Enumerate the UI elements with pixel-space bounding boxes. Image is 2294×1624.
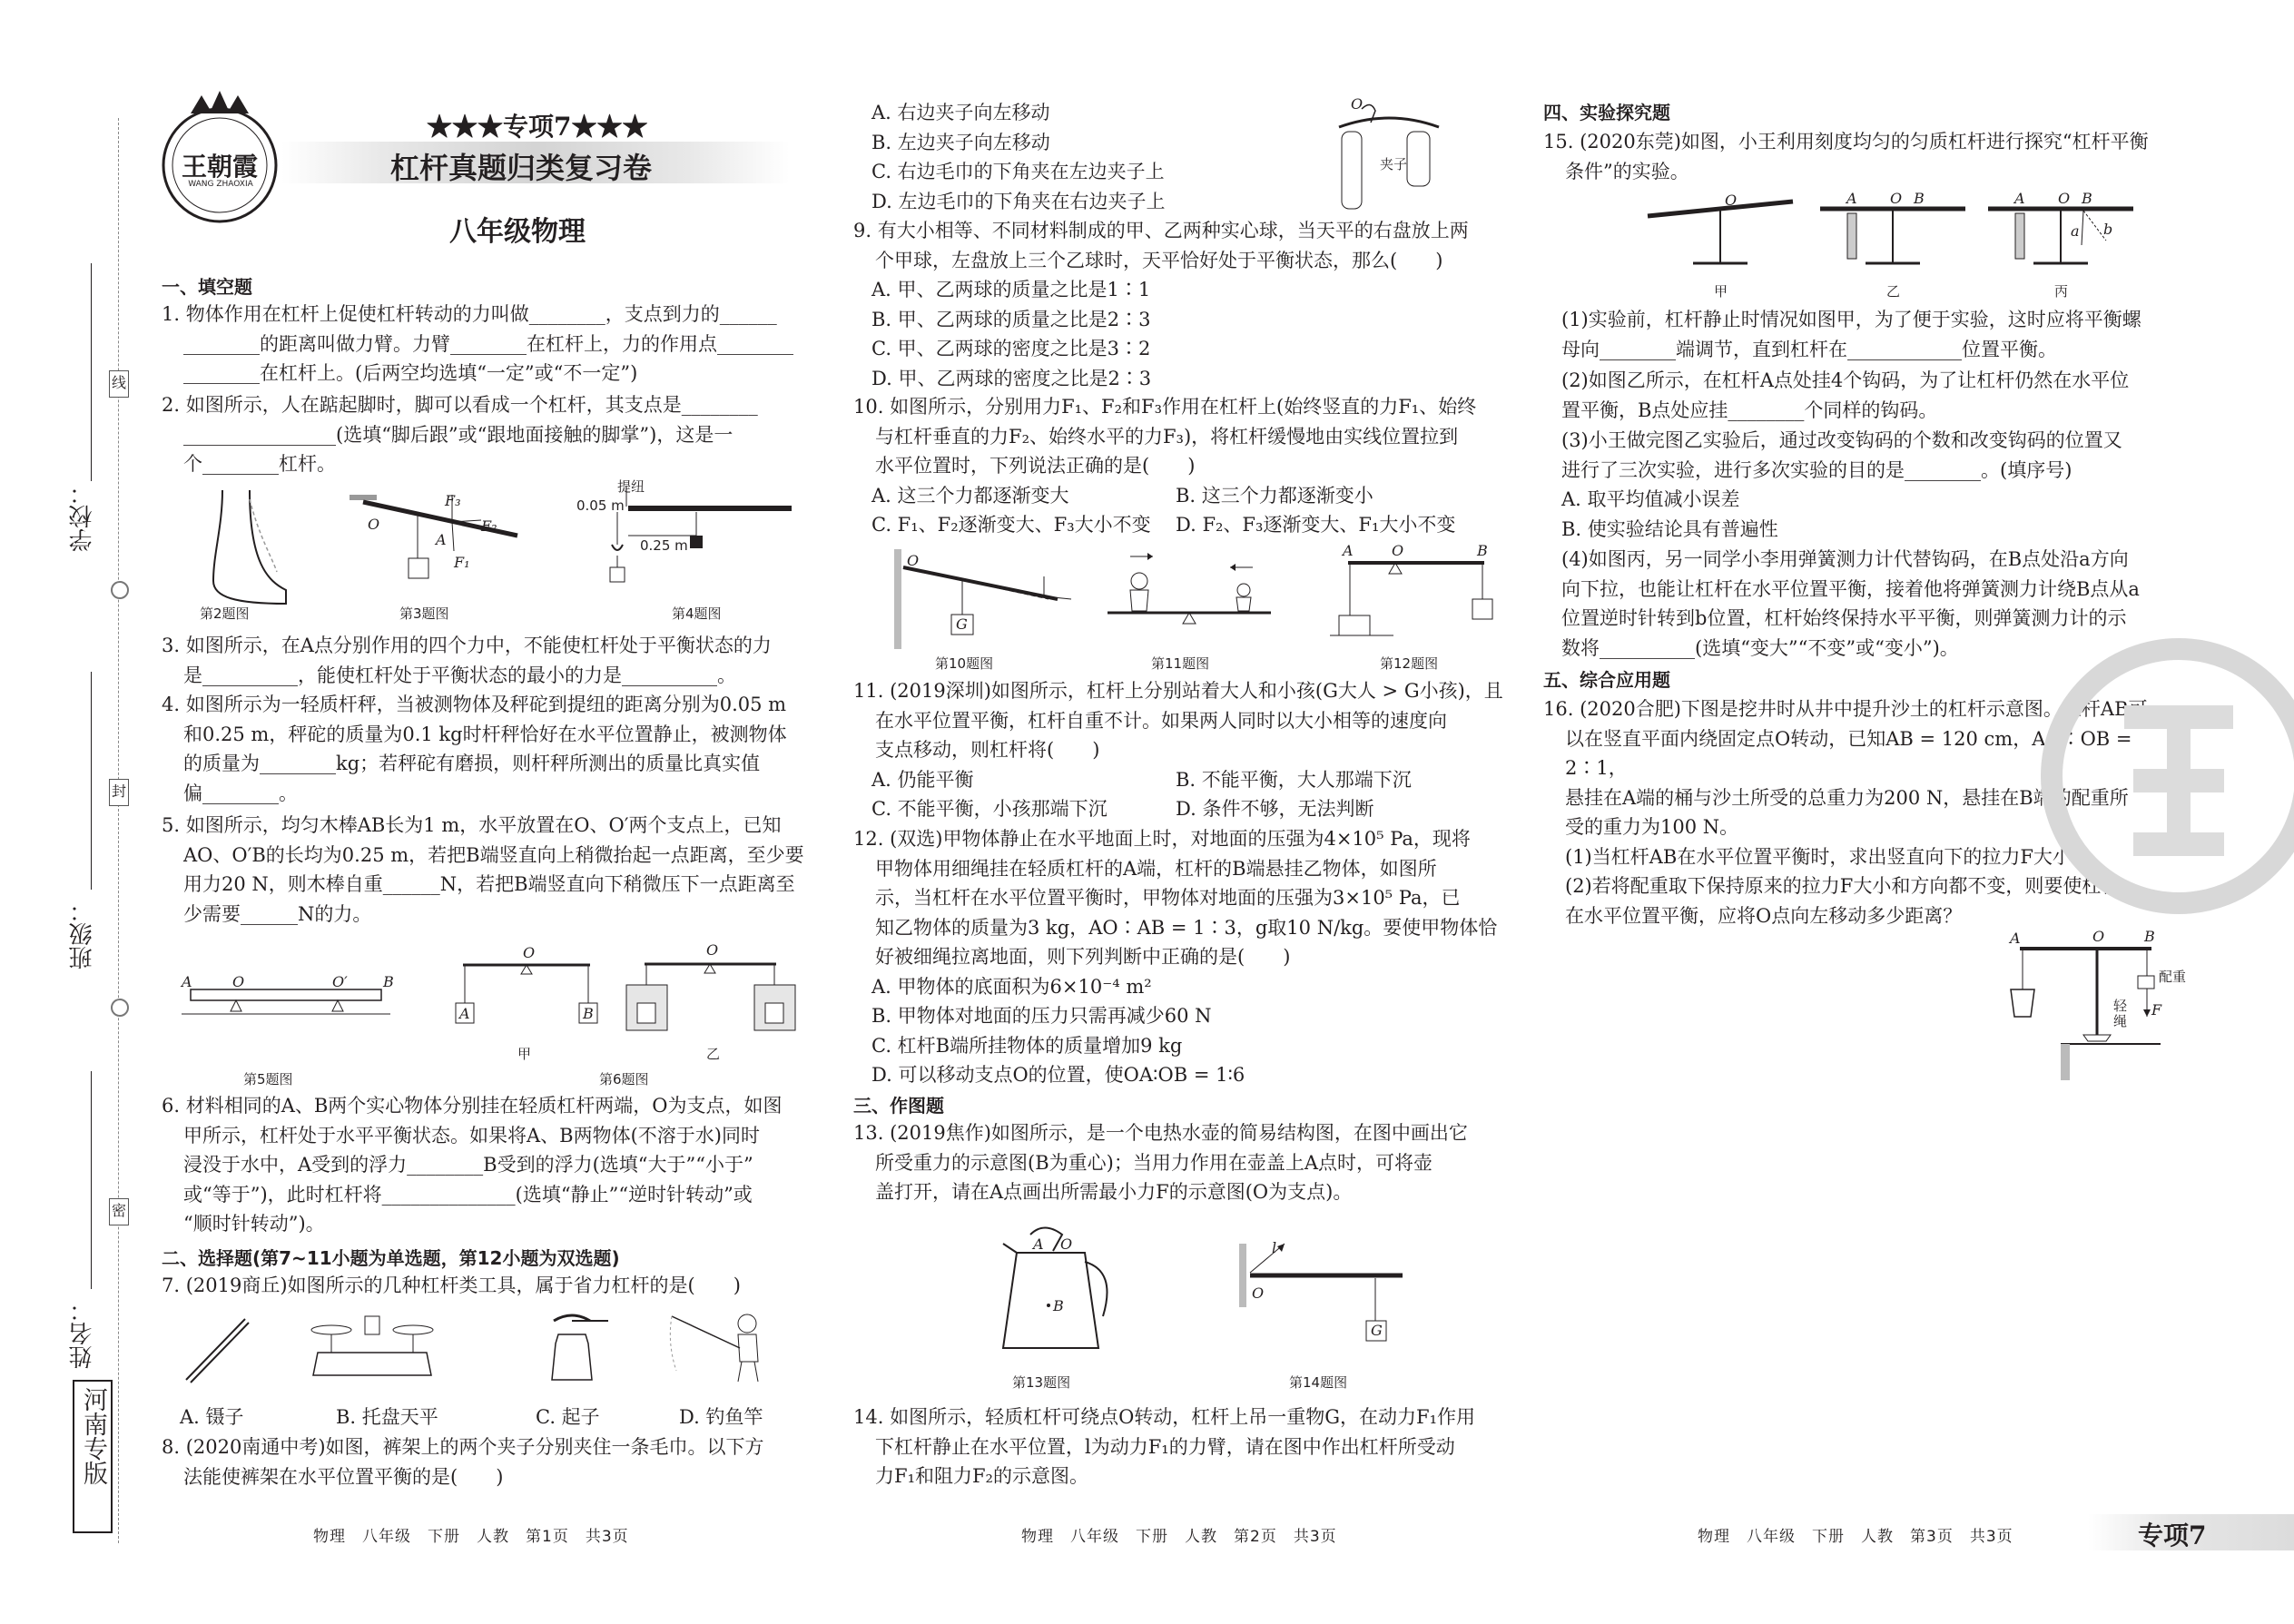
q10-option-d: D. F₂、F₃逐渐变大、F₁大小不变 <box>1176 514 1456 536</box>
seal-xian: 线 <box>109 370 129 398</box>
question-6 <box>162 1091 824 1239</box>
q11-line-2: 在水平位置平衡，杠杆自重不计。如果两人同时以大小相等的速度向 <box>875 709 1447 732</box>
q14-line-3: 力F₁和阻力F₂的示意图。 <box>875 1465 1088 1487</box>
svg-text:a: a <box>2071 222 2080 240</box>
q8-options <box>871 98 1380 216</box>
q12-line-4: 知乙物体的质量为3 kg，AO∶AB = 1∶3，g取10 N/kg。要使甲物体恰 <box>875 916 1498 939</box>
edition-label: 河南专版 <box>79 1387 107 1485</box>
svg-text:B: B <box>1053 1297 1064 1314</box>
fig16-peizhong-label: 配重 <box>2159 969 2187 985</box>
question-15 <box>1543 127 2197 186</box>
figure-10-lever <box>894 549 1076 649</box>
svg-text:O: O <box>232 973 245 990</box>
q8-option-d: D. 左边毛巾的下角夹在右边夹子上 <box>871 190 1166 212</box>
svg-text:G: G <box>1371 1322 1383 1339</box>
caption-fig6: 第6题图 <box>599 1071 649 1088</box>
q11-line-1: 11. (2019深圳)如图所示，杠杆上分别站着大人和小孩(G大人 > G小孩)，且 <box>853 680 1503 702</box>
svg-text:O: O <box>368 516 380 533</box>
q7-option-c: C. 起子 <box>536 1406 600 1428</box>
binding-margin <box>54 245 136 1534</box>
q8-option-c: C. 右边毛巾的下角夹在左边夹子上 <box>871 161 1165 182</box>
q16-line-1: 16. (2020合肥)下图是挖井时从井中提升沙土的杠杆示意图。杠杆AB可 <box>1543 698 2148 720</box>
question-14 <box>853 1403 1507 1491</box>
section-drawing: 三、作图题 <box>853 1095 944 1117</box>
svg-text:F₁: F₁ <box>454 554 470 571</box>
figure-2-foot <box>186 490 295 617</box>
logo-sub: WANG ZHAOXIA <box>188 180 253 189</box>
caption-fig2: 第2题图 <box>200 605 250 622</box>
q12-line-2: 甲物体用细绳挂在轻质杠杆的A端，杠杆的B端悬挂乙物体，如图所 <box>875 857 1437 880</box>
figure-12-lever <box>1339 542 1493 645</box>
q12-line-1: 12. (双选)甲物体静止在水平地面上时，对地面的压强为4×10⁵ Pa，现将 <box>853 828 1471 850</box>
caption-fig11: 第11题图 <box>1151 655 1210 672</box>
q4-line-3: 的质量为________kg；若秤砣有磨损，则杆秤所测出的质量比真实值 <box>183 753 761 774</box>
q3-line-2: 是__________，能使杠杆处于平衡状态的最小的力是__________。 <box>183 664 736 686</box>
figure-11-seesaw <box>1103 549 1275 631</box>
question-13 <box>853 1118 1507 1207</box>
q5-line-4: 少需要______N的力。 <box>183 902 372 925</box>
q5-line-2: AO、O′B的长均为0.25 m，若把B端竖直向上稍微抬起一点距离，至少要 <box>183 843 804 866</box>
svg-text:A: A <box>182 973 192 990</box>
figure-7-opener <box>536 1312 617 1384</box>
q1-line-3: ________在杠杆上。(后两空均选填“一定”或“不一定”) <box>183 362 638 384</box>
q7-option-b: B. 托盘天平 <box>336 1406 438 1428</box>
figure-15-bing <box>1984 191 2138 272</box>
q15-2-line-2: 置平衡，B点处应挂________个同样的钩码。 <box>1561 399 1938 421</box>
binding-hole-2 <box>111 999 129 1017</box>
question-11 <box>853 676 1507 765</box>
q11-option-d: D. 条件不够，无法判断 <box>1176 798 1374 820</box>
section-experiment: 四、实验探究题 <box>1543 102 1670 123</box>
name-label: 姓名： <box>69 1298 96 1369</box>
q8-option-b: B. 左边夹子向左移动 <box>871 131 1050 153</box>
svg-text:F₃: F₃ <box>445 492 461 509</box>
q9-option-d: D. 甲、乙两球的密度之比是2∶3 <box>871 367 1152 389</box>
svg-text:B: B <box>2144 928 2155 945</box>
caption-fig14: 第14题图 <box>1289 1374 1348 1391</box>
svg-text:O: O <box>706 941 719 959</box>
q9-option-c: C. 甲、乙两球的密度之比是3∶2 <box>871 338 1151 359</box>
header-badge: ★★★专项7★★★ <box>427 112 648 142</box>
q11-option-c: C. 不能平衡，小孩那端下沉 <box>871 798 1108 820</box>
fig4-tiniu-label: 提纽 <box>617 478 645 495</box>
svg-text:l: l <box>1272 1239 1277 1256</box>
q2-line-2: ________________(选填“脚后跟”或“跟地面接触的脚掌”)，这是一 <box>183 423 733 446</box>
q3-line-1: 3. 如图所示，在A点分别作用的四个力中，不能使杠杆处于平衡状态的力 <box>162 635 772 656</box>
q15-line-1: 15. (2020东莞)如图，小王利用刻度均匀的匀质杠杆进行探究“杠杆平衡 <box>1543 131 2149 153</box>
q15-4-line-1: (4)如图丙，另一同学小李用弹簧测力计代替钩码，在B点处沿a方向 <box>1561 548 2129 570</box>
q13-line-3: 盖打开，请在A点画出所需最小力F的示意图(O为支点)。 <box>875 1181 1353 1203</box>
q13-line-2: 所受重力的示意图(B为重心)；当用力作用在壶盖上A点时，可将壶 <box>875 1151 1433 1174</box>
figure-7-balance <box>309 1312 436 1384</box>
q16-part-2-line-1: (2)若将配重取下保持原来的拉力F大小和方向都不变，则要使杠杆 <box>1565 875 2121 897</box>
svg-text:O: O <box>523 944 536 961</box>
q10-line-2: 与杠杆垂直的力F₂、始终水平的力F₃)，将杠杆缓慢地由实线位置拉到 <box>875 425 1459 448</box>
q15-2-line-1: (2)如图乙所示，在杠杆A点处挂4个钩码，为了让杠杆仍然在水平位 <box>1561 369 2130 391</box>
caption-fig15-yi: 乙 <box>1886 283 1901 300</box>
svg-text:O: O <box>2058 190 2071 207</box>
svg-text:b: b <box>2103 221 2113 238</box>
svg-text:B: B <box>383 973 394 990</box>
svg-text:A: A <box>436 531 447 548</box>
q16-line-2: 以在竖直平面内绕固定点O转动，已知AB = 120 cm，AO∶OB = 2∶1， <box>1565 727 2132 779</box>
class-label: 班级： <box>69 899 96 969</box>
figure-15-jia <box>1643 191 1797 272</box>
caption-fig6-jia: 甲 <box>517 1046 532 1062</box>
q16-part-2-line-2: 在水平位置平衡，应将O点向左移动多少距离？ <box>1565 904 1963 927</box>
svg-text:F: F <box>2151 1001 2162 1019</box>
q12-line-3: 示，当杠杆在水平位置平衡时，甲物体对地面的压强为3×10⁵ Pa，已 <box>875 887 1461 909</box>
fig4-005-label: 0.05 m <box>576 497 625 514</box>
q8-line-1: 8. (2020南通中考)如图，裤架上的两个夹子分别夹住一条毛巾。以下方 <box>162 1436 764 1458</box>
q6-line-3: 浸没于水中，A受到的浮力________B受到的浮力(选填“大于”“小于” <box>183 1154 753 1176</box>
q2-line-1: 2. 如图所示，人在踮起脚时，脚可以看成一个杠杆，其支点是________ <box>162 394 758 416</box>
caption-fig15-jia: 甲 <box>1714 283 1728 300</box>
q1-line-2: ________的距离叫做力臂。力臂________在杠杆上，力的作用点________ <box>183 332 793 355</box>
q5-line-1: 5. 如图所示，均匀木棒AB长为1 m，水平放置在O、O′两个支点上，已知 <box>162 814 782 836</box>
figure-15-yi <box>1816 191 1970 272</box>
q16-part-1: (1)当杠杆AB在水平位置平衡时，求出竖直向下的拉力F大小。 <box>1565 845 2091 868</box>
question-5 <box>162 811 824 929</box>
q15-line-2: 条件”的实验。 <box>1565 160 1689 182</box>
q10-option-c: C. F₁、F₂逐渐变大、F₃大小不变 <box>871 514 1151 536</box>
caption-fig13: 第13题图 <box>1012 1374 1071 1391</box>
q8-option-a: A. 右边夹子向左移动 <box>871 102 1050 123</box>
q15-4-line-3: 位置逆时针转到b位置，杠杆始终保持水平平衡，则弹簧测力计的示 <box>1561 607 2127 629</box>
edition-box <box>73 1380 113 1533</box>
q15-4-line-4: 数将__________(选填“变大”“不变”或“变小”)。 <box>1561 636 1959 659</box>
q15-3-line-1: (3)小王做完图乙实验后，通过改变钩码的个数和改变钩码的位置又 <box>1561 429 2122 451</box>
q12-line-5: 好被细绳拉离地面，则下列判断中正确的是( ) <box>875 946 1291 968</box>
seal-mi: 密 <box>109 1198 129 1225</box>
q11-option-a: A. 仍能平衡 <box>871 769 974 791</box>
header <box>154 91 835 254</box>
q15-3-option-b: B. 使实验结论具有普遍性 <box>1561 517 1778 540</box>
q9-line-1: 9. 有大小相等、不同材料制成的甲、乙两种实心球，当天平的右盘放上两 <box>853 220 1469 241</box>
q10-line-3: 水平位置时，下列说法正确的是( ) <box>875 455 1196 477</box>
svg-text:B: B <box>2082 190 2092 207</box>
figure-6-jia <box>454 944 599 1039</box>
subject-title: 八年级物理 <box>449 216 586 248</box>
q12-option-c: C. 杠杆B端所挂物体的质量增加9 kg <box>871 1034 1183 1057</box>
q13-line-1: 13. (2019焦作)如图所示，是一个电热水壶的简易结构图，在图中画出它 <box>853 1122 1468 1144</box>
figure-7-fishing-rod <box>667 1307 767 1384</box>
question-15-part-2 <box>1561 366 2197 425</box>
svg-text:O′: O′ <box>332 973 348 990</box>
figure-14-lever <box>1239 1239 1421 1362</box>
question-3 <box>162 631 824 690</box>
q7-option-a: A. 镊子 <box>180 1406 244 1428</box>
footer-tag: 专项7 <box>2138 1521 2207 1550</box>
q6-line-1: 6. 材料相同的A、B两个实心物体分别挂在轻质杠杆两端，O为支点，如图 <box>162 1095 783 1117</box>
caption-fig10: 第10题图 <box>935 655 994 672</box>
q5-line-3: 用力20 N，则木棒自重______N，若把B端竖直向下稍微压下一点距离至 <box>183 873 795 895</box>
svg-text:A: A <box>2014 190 2025 207</box>
footer-page-2: 物理 八年级 下册 人教 第2页 共3页 <box>1021 1528 1337 1546</box>
q6-line-5: “顺时针转动”)。 <box>183 1213 325 1235</box>
question-8 <box>162 1432 824 1491</box>
binding-hole-1 <box>111 581 129 599</box>
q6-line-2: 甲所示，杠杆处于水平平衡状态。如果将A、B两物体(不溶于水)同时 <box>183 1124 760 1147</box>
school-line <box>91 263 92 481</box>
question-15-part-1 <box>1561 305 2197 364</box>
q10-option-a: A. 这三个力都逐渐变大 <box>871 485 1069 507</box>
question-9 <box>853 216 1507 393</box>
question-4 <box>162 690 824 808</box>
footer-page-1: 物理 八年级 下册 人教 第1页 共3页 <box>313 1528 629 1546</box>
fig4-025-label: 0.25 m <box>640 537 688 554</box>
svg-text:O: O <box>1725 192 1738 209</box>
svg-text:O: O <box>1392 542 1404 559</box>
school-label: 学校： <box>69 481 96 552</box>
q15-1-line-2: 母向________端调节，直到杠杆在____________位置平衡。 <box>1561 338 2057 360</box>
caption-fig6-yi: 乙 <box>706 1046 721 1062</box>
svg-text:B: B <box>1914 190 1925 207</box>
svg-text:B: B <box>1477 542 1488 559</box>
svg-text:O: O <box>2092 928 2105 945</box>
q1-line-1: 1. 物体作用在杠杆上促使杠杆转动的力叫做________，支点到力的______ <box>162 303 777 325</box>
svg-text:A: A <box>459 1005 470 1022</box>
svg-text:O: O <box>907 552 920 569</box>
logo-text: 王朝霞 <box>181 152 258 182</box>
figure-7-tweezers <box>182 1312 254 1384</box>
fig8-clip-label: 夹子 <box>1380 156 1408 172</box>
page-title: 杠杆真题归类复习卷 <box>390 151 653 185</box>
q10-option-b: B. 这三个力都逐渐变小 <box>1176 485 1373 507</box>
section-application: 五、综合应用题 <box>1543 669 1670 691</box>
question-7: 7. (2019商丘)如图所示的几种杠杆类工具，属于省力杠杆的是( ) <box>162 1275 741 1296</box>
q12-option-b: B. 甲物体对地面的压力只需再减少60 N <box>871 1005 1212 1027</box>
q15-3-option-a: A. 取平均值减小误差 <box>1561 488 1740 510</box>
figure-13-kettle <box>999 1225 1126 1353</box>
name-line <box>91 1071 92 1289</box>
q7-option-d: D. 钓鱼竿 <box>679 1406 763 1428</box>
svg-text:B: B <box>583 1005 594 1022</box>
q15-1-line-1: (1)实验前，杠杆静止时情况如图甲，为了便于实验，这时应将平衡螺 <box>1561 309 2141 330</box>
q14-line-2: 下杠杆静止在水平位置，l为动力F₁的力臂，请在图中作出杠杆所受动 <box>875 1435 1455 1458</box>
q12-option-a: A. 甲物体的底面积为6×10⁻⁴ m² <box>871 975 1152 998</box>
svg-text:A: A <box>1343 542 1354 559</box>
section-fill: 一、填空题 <box>162 276 252 298</box>
q9-option-b: B. 甲、乙两球的质量之比是2∶3 <box>871 308 1151 330</box>
svg-text:O: O <box>1890 190 1903 207</box>
caption-fig3: 第3题图 <box>399 605 449 622</box>
q15-4-line-2: 向下拉，也能让杠杆在水平位置平衡，接着他将弹簧测力计绕B点从a <box>1561 577 2140 600</box>
q4-line-1: 4. 如图所示为一轻质杆秤，当被测物体及秤砣到提纽的距离分别为0.05 m <box>162 694 787 715</box>
q9-line-2: 个甲球，左盘放上三个乙球时，天平恰好处于平衡状态，那么( ) <box>875 249 1443 271</box>
caption-fig4: 第4题图 <box>672 605 722 622</box>
svg-text:A: A <box>2010 930 2021 947</box>
figure-5-beam <box>182 973 399 1030</box>
footer-page-3: 物理 八年级 下册 人教 第3页 共3页 <box>1698 1528 2013 1546</box>
binding-dashed-line <box>118 118 119 1543</box>
q11-option-b: B. 不能平衡，大人那端下沉 <box>1176 769 1412 791</box>
svg-text:O: O <box>1351 95 1364 113</box>
figure-3-lever <box>345 492 527 613</box>
fig16-qingsheng-label: 轻绳 <box>2113 998 2128 1029</box>
svg-text:A: A <box>1033 1235 1044 1253</box>
question-10 <box>853 392 1507 481</box>
section-choice: 二、选择题(第7~11小题为单选题，第12小题为双选题) <box>162 1247 620 1269</box>
watermark-seal <box>2024 626 2294 917</box>
q9-option-a: A. 甲、乙两球的质量之比是1∶1 <box>871 279 1151 300</box>
caption-fig15-bing: 丙 <box>2054 283 2069 300</box>
q4-line-2: 和0.25 m，秤砣的质量为0.1 kg时杆秤恰好在水平位置静止，被测物体 <box>183 723 787 745</box>
figure-16-well-lever <box>2006 930 2170 1085</box>
figure-6-yi <box>622 941 803 1044</box>
q10-line-1: 10. 如图所示，分别用力F₁、F₂和F₃作用在杠杆上(始终竖直的力F₁、始终 <box>853 396 1477 418</box>
q4-line-4: 偏________。 <box>183 782 298 804</box>
question-2 <box>162 390 824 479</box>
question-15-part-3 <box>1561 426 2197 544</box>
q14-line-1: 14. 如图所示，轻质杠杆可绕点O转动，杠杆上吊一重物G，在动力F₁作用 <box>853 1406 1476 1428</box>
q16-line-4: 受的重力为100 N。 <box>1565 816 1739 838</box>
q16-line-3: 悬挂在A端的桶与沙土所受的总重力为200 N，悬挂在B端的配重所 <box>1565 786 2129 809</box>
svg-text:O: O <box>1060 1235 1073 1253</box>
q12-option-d: D. 可以移动支点O的位置，使OA∶OB = 1∶6 <box>871 1064 1245 1086</box>
svg-text:O: O <box>1252 1284 1265 1302</box>
svg-text:F₂: F₂ <box>481 517 497 535</box>
q6-line-4: 或“等于”)，此时杠杆将______________(选填“静止”“逆时针转动”或 <box>183 1183 753 1206</box>
svg-text:G: G <box>956 615 968 633</box>
svg-text:A: A <box>1846 190 1857 207</box>
caption-fig5: 第5题图 <box>243 1071 293 1088</box>
q15-3-line-2: 进行了三次实验，进行多次实验的目的是________。(填序号) <box>1561 458 2072 481</box>
q11-line-3: 支点移动，则杠杆将( ) <box>875 739 1100 761</box>
q2-line-3: 个________杠杆。 <box>183 453 336 475</box>
q8-line-2: 法能使裤架在水平位置平衡的是( ) <box>183 1465 504 1488</box>
class-line <box>91 672 92 890</box>
question-12 <box>853 824 1507 1090</box>
seal-feng: 封 <box>109 779 129 806</box>
question-1 <box>162 300 824 389</box>
caption-fig12: 第12题图 <box>1380 655 1439 672</box>
